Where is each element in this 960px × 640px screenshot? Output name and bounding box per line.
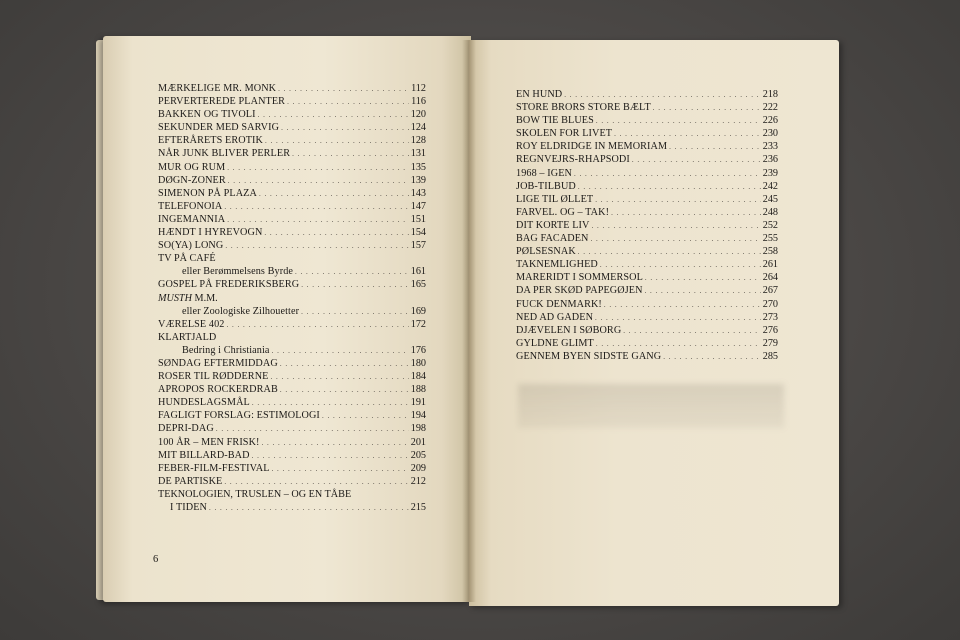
page-number: 6 bbox=[153, 554, 159, 565]
toc-entry-heading: MUSTH M.M. bbox=[158, 292, 218, 304]
toc-entry: LIGE TIL ØLLET . . . 245 bbox=[516, 193, 778, 206]
toc-entry: FARVEL. OG – TAK! . . . 248 bbox=[516, 206, 778, 219]
toc-entry-heading: KLARTJALD bbox=[158, 331, 217, 343]
toc-entry: DEPRI-DAG . . . 198 bbox=[158, 422, 426, 435]
toc-entry: MARERIDT I SOMMERSOL . . . 264 bbox=[516, 271, 778, 284]
toc-entry: TELEFONOIA . . . 147 bbox=[158, 200, 426, 213]
toc-entry: SKOLEN FOR LIVET . . . 230 bbox=[516, 127, 778, 140]
toc-entry: HÆNDT I HYREVOGN . . . 154 bbox=[158, 226, 426, 239]
toc-entry: SO(YA) LONG . . . 157 bbox=[158, 239, 426, 252]
book-gutter bbox=[462, 40, 476, 602]
toc-entry: ROSER TIL RØDDERNE . . . 184 bbox=[158, 370, 426, 383]
toc-entry: eller Berømmelsens Byrde . . . 161 bbox=[158, 265, 426, 278]
toc-entry: Bedring i Christiania . . . 176 bbox=[158, 344, 426, 357]
toc-entry: ROY ELDRIDGE IN MEMORIAM . . . 233 bbox=[516, 140, 778, 153]
toc-entry: VÆRELSE 402 . . . 172 bbox=[158, 318, 426, 331]
toc-entry: BOW TIE BLUES . . . 226 bbox=[516, 114, 778, 127]
toc-entry: GYLDNE GLIMT . . . 279 bbox=[516, 337, 778, 350]
toc-entry: eller Zoologiske Zilhouetter . . . 169 bbox=[158, 305, 426, 318]
toc-entry: BAG FACADEN . . . 255 bbox=[516, 232, 778, 245]
toc-entry: FUCK DENMARK! . . . 270 bbox=[516, 298, 778, 311]
bleed-through-shadow bbox=[518, 384, 784, 428]
toc-right-column bbox=[516, 88, 778, 363]
toc-entry: GOSPEL PÅ FREDERIKSBERG . . . 165 bbox=[158, 278, 426, 291]
toc-entry: DJÆVELEN I SØBORG . . . 276 bbox=[516, 324, 778, 337]
toc-entry: APROPOS ROCKERDRAB . . . 188 bbox=[158, 383, 426, 396]
toc-entry: PØLSESNAK . . . 258 bbox=[516, 245, 778, 258]
toc-entry: 1968 – IGEN . . . 239 bbox=[516, 167, 778, 180]
toc-entry: EFTERÅRETS EROTIK . . . 128 bbox=[158, 134, 426, 147]
toc-entry: STORE BRORS STORE BÆLT . . . 222 bbox=[516, 101, 778, 114]
toc-entry: MÆRKELIGE MR. MONK . . . 112 bbox=[158, 82, 426, 95]
toc-entry-heading: TV PÅ CAFÉ bbox=[158, 253, 216, 265]
toc-entry: TAKNEMLIGHED . . . 261 bbox=[516, 258, 778, 271]
toc-entry: EN HUND . . . 218 bbox=[516, 88, 778, 101]
toc-entry: FEBER-FILM-FESTIVAL . . . 209 bbox=[158, 462, 426, 475]
toc-entry: NED AD GADEN . . . 273 bbox=[516, 311, 778, 324]
toc-entry: JOB-TILBUD . . . 242 bbox=[516, 180, 778, 193]
toc-entry: DA PER SKØD PAPEGØJEN . . . 267 bbox=[516, 284, 778, 297]
toc-entry: SIMENON PÅ PLAZA . . . 143 bbox=[158, 187, 426, 200]
toc-entry: INGEMANNIA . . . 151 bbox=[158, 213, 426, 226]
toc-entry: FAGLIGT FORSLAG: ESTIMOLOGI . . . 194 bbox=[158, 409, 426, 422]
toc-entry: MUR OG RUM . . . 135 bbox=[158, 161, 426, 174]
toc-entry: I TIDEN . . . 215 bbox=[158, 501, 426, 514]
toc-entry: PERVERTEREDE PLANTER . . . 116 bbox=[158, 95, 426, 108]
toc-entry: 100 ÅR – MEN FRISK! . . . 201 bbox=[158, 436, 426, 449]
toc-entry: REGNVEJRS-RHAPSODI . . . 236 bbox=[516, 153, 778, 166]
toc-entry-heading: TEKNOLOGIEN, TRUSLEN – OG EN TÅBE bbox=[158, 488, 352, 500]
toc-entry: DIT KORTE LIV . . . 252 bbox=[516, 219, 778, 232]
toc-entry: DE PARTISKE . . . 212 bbox=[158, 475, 426, 488]
toc-entry: GENNEM BYEN SIDSTE GANG . . . 285 bbox=[516, 350, 778, 363]
toc-entry: NÅR JUNK BLIVER PERLER . . . 131 bbox=[158, 147, 426, 160]
toc-entry: SØNDAG EFTERMIDDAG . . . 180 bbox=[158, 357, 426, 370]
toc-left-column bbox=[158, 82, 426, 514]
toc-entry: SEKUNDER MED SARVIG . . . 124 bbox=[158, 121, 426, 134]
toc-entry: DØGN-ZONER . . . 139 bbox=[158, 174, 426, 187]
toc-entry: BAKKEN OG TIVOLI . . . 120 bbox=[158, 108, 426, 121]
toc-entry: MIT BILLARD-BAD . . . 205 bbox=[158, 449, 426, 462]
toc-entry: HUNDESLAGSMÅL . . . 191 bbox=[158, 396, 426, 409]
